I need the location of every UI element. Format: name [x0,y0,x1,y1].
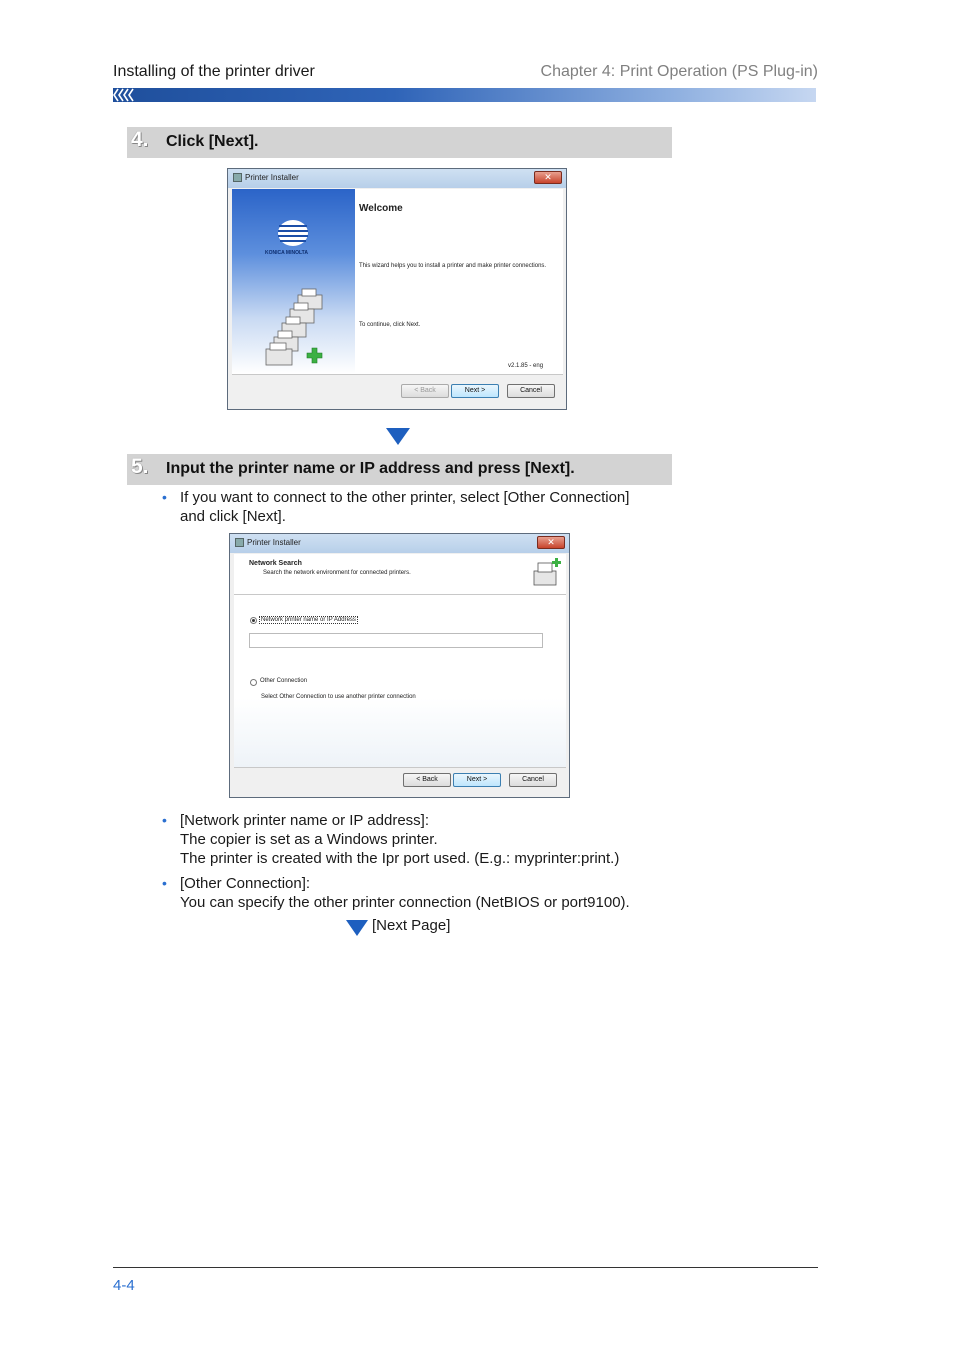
dialog-header-area [234,554,566,594]
version-label: v2.1.85 - eng [508,363,544,369]
dialog-content [234,595,566,767]
bullet-dot-icon: • [162,875,167,891]
app-icon [233,173,242,182]
network-search-dialog-screenshot [229,533,570,798]
dialog-subheading: Search the network environment for connected printers. [263,570,411,576]
dialog-content [232,189,563,374]
welcome-dialog-screenshot [227,168,567,410]
running-header-chapter: Chapter 4: Print Operation (PS Plug-in) [540,63,818,80]
cancel-button[interactable]: Cancel [509,773,557,787]
dialog-description: This wizard helps you to install a printer and make printer connections. [359,263,547,269]
step-instruction: Click [Next]. [166,133,259,150]
bullet-dot-icon: • [162,489,167,505]
printer-add-icon [530,557,562,590]
bullet-dot-icon: • [162,812,167,828]
window-title: Printer Installer [247,538,301,547]
back-button[interactable]: < Back [401,384,449,398]
continue-instruction: To continue, click Next. [359,322,421,328]
step-number: 4. [131,128,149,151]
printers-stack-icon [262,287,332,373]
bullet-line: If you want to connect to the other printer, select [Other Connection] [180,489,630,506]
next-button[interactable]: Next > [453,773,501,787]
radio-other-connection-label: Other Connection [260,678,308,684]
other-connection-description: Select Other Connection to use another printer connection [261,694,416,700]
footer-rule [113,1267,818,1268]
window-title: Printer Installer [245,173,299,182]
bullet-line: [Network printer name or IP address]: [180,812,429,829]
step-instruction: Input the printer name or IP address and press [Next]. [166,460,575,477]
radio-network-printer[interactable] [250,617,257,624]
step-number: 5. [131,455,149,478]
close-button[interactable]: ✕ [534,171,562,184]
title-bar [228,169,566,188]
dialog-heading: Welcome [359,203,403,214]
wizard-banner [232,189,355,374]
logo-text: KONICA MINOLTA [265,250,308,256]
bullet-line: The copier is set as a Windows printer. [180,831,438,848]
next-button[interactable]: Next > [451,384,499,398]
dialog-heading: Network Search [249,560,302,567]
running-header-section: Installing of the printer driver [113,63,315,80]
radio-other-connection[interactable] [250,679,257,686]
divider [234,767,566,768]
step-5-banner [127,454,672,485]
close-button[interactable]: ✕ [537,536,565,549]
divider [232,374,563,375]
radio-network-printer-label: Network printer name or IP Address [261,617,356,623]
title-bar [230,534,569,553]
next-page-label: [Next Page] [372,917,451,934]
konica-minolta-logo-icon [276,219,310,247]
printer-address-input[interactable] [249,633,543,648]
bullet-line: The printer is created with the Ipr port used. (E.g.: myprinter:print.) [180,850,620,867]
bullet-line: [Other Connection]: [180,875,311,892]
cancel-button[interactable]: Cancel [507,384,555,398]
page-number: 4-4 [113,1277,135,1294]
back-button[interactable]: < Back [403,773,451,787]
header-gradient-bar [113,88,816,102]
bullet-line: and click [Next]. [180,508,286,525]
app-icon [235,538,244,547]
bullet-line: You can specify the other printer connection (NetBIOS or port9100). [180,894,630,911]
header-chevrons-icon [113,88,135,102]
down-arrow-icon [386,428,410,445]
step-4-banner [127,127,672,158]
next-page-arrow-icon [346,920,368,936]
